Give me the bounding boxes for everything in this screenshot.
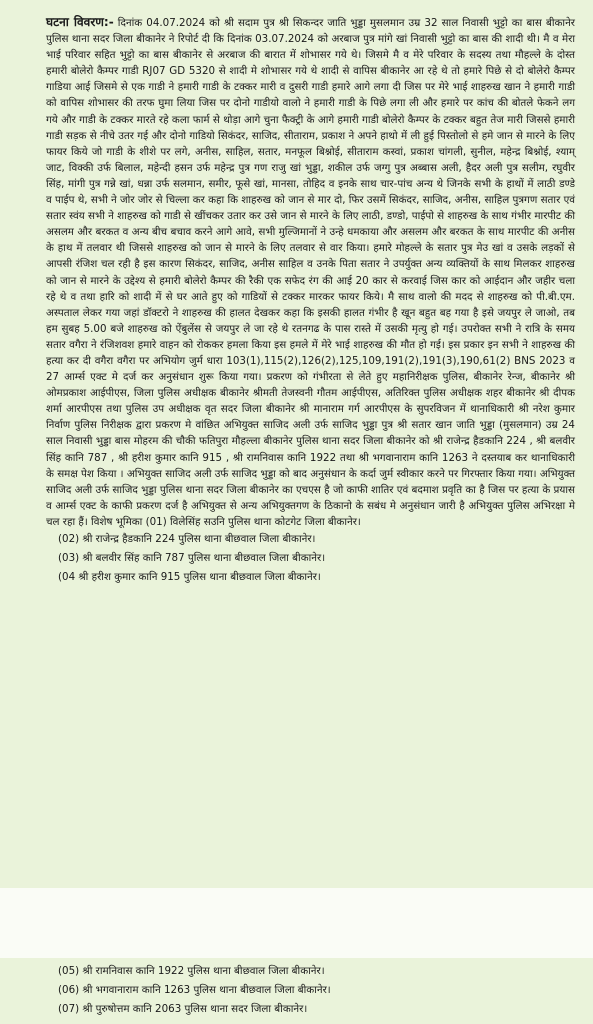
list-item: (07) श्री पुरुषोत्तम कानि 2063 पुलिस थाना सदर जिला बीकानेर। — [58, 1003, 308, 1015]
list-item: (06) श्री भगवानाराम कानि 1263 पुलिस थाना बीछवाल जिला बीकानेर। — [58, 984, 331, 996]
document-page-lower — [0, 958, 593, 1024]
incident-heading: घटना विवरण:- — [46, 15, 114, 29]
page-break — [0, 888, 593, 958]
special-role-list-upper — [0, 530, 593, 587]
list-item: (03) श्री बलवीर सिंह कानि 787 पुलिस थाना बीछवाल जिला बीकानेर। — [58, 552, 326, 564]
incident-paragraph: दिनांक 04.07.2024 को श्री सदाम पुत्र श्री सिकन्दर जाति भुड्डा मुसलमान उम्र 32 साल निवासी भुट्टो का बास बीकानेर पुलिस थाना सदर जिला बीकानेर ने रिपोर्ट दी कि दिनांक 03.07.2024 को अरबाज पुत्र मांगे खां निवासी भुट्टो का बास की शादी थी। मै व मेरा भाई परिवार सहित भुट्टो का बास बीकानेर से अरबाज की बारात में शोभासर गये थे। जिसमे मै व मेरे परिवार के सदस्य तथा मौहल्ले के दोस्त हमारी बोलेरो कैम्पर गाडी RJ07 GD 5320 से शादी मे शोभासर गये थे शादी से वापिस बीकानेर आ रहे थे तो हमारे पिछे से दो बोलेरो कैम्पर गाडिया आई जिसमे से एक गाडी ने हमारी गाडी के टक्कर मारी व दुसरी गाडी हमारे आगे लगा दी जिस पर मेरे भाई शाहरुख खान ने हमारी गाडी को वापिस शोभासर की तरफ घुमा लिया जिस पर दोनो गाडीयो वालो ने हमारी गाडी के पिछे लगा ली और हमारे पर कांच की बोतले फेकने लग गये और गाडी के टक्कर मारते रहे कला फार्म से थोड़ा आगे चुना फैक्ट्री के आगे हमारी गाडी बोलेरो कैम्पर के टक्कर बहुत तेज मारी जिससे हमारी गाडी सड़क से नीचे उतर गई और दोनो गाडियो सिकंदर, साजिद, सीताराम, प्रकाश ने अपने हाथो में ली हुई पिस्तोलो से हमे जान से मारने के लिए फायर किये जो गाडी के शीशे पर लगे, अनीस, साहिल, सतार, मनफूल बिश्नोई, सीताराम कस्वां, प्रकाश चांगली, सुनील, महेन्द्र बिश्नोई, श्याम् जाट, विक्की उर्फ बिलाल, महेन्दी हसन उर्फ महेन्द्र पुत्र गण राजु खां भुड्डा, शकील उर्फ जग्गु पुत्र अब्बास अली, हैदर अली पुत्र सलीम, रघुवीर सिंह, मांगी पुत्र गन्ने खां, धन्ना उर्फ सलमान, समीर, फूसे खां, मानसा, तोहिद व इनके साथ चार-पांच अन्य थे जिनके सभी के हाथों में लाठी डण्डे व पाईप थे, सभी ने जोर जोर से चिल्ला कर कहा कि शाहरुख को जान से मार दो, फिर उसमें सिकंदर, साजिद, अनीस, साहिल पुत्रगण सतार एवं सतार स्वंय सभी ने शाहरुख को गाडी से खींचकर उतार कर उसे जान से मारने के लिए लाठी, डण्डो, पाईपो से शाहरुख के साथ गंभीर मारपीट की असलम और बरकत व अन्य बीच बचाव करने आगे आवे, सभी मुल्जिमानों ने उन्हे धमकाया और असलम और बरकत के साथ मारपीट की अनीस के हाथ में तलवार थी जिससे शाहरुख को जान से मारने के लिए तलवार से वार किया। हमारे मोहल्ले के सतार पुत्र मेउ खां व उसके लड़कों से आपसी रंजिश चल रही है इस कारण सिकंदर, साजिद, अनीस साहिल व उनके पिता सतार ने उपर्युक्त अन्य व्यक्तियों के साथ मिलकर शाहरुख को जान से मारने के उद्देश्य से हमारी बोलेरो कैम्पर की रैकी एक सफेद रंग की आई 20 कार से करवाई जिस कार को आईदान और जहीर चला रहे थे व तथा हारि को शादी में से घर आते हुए को गाडियों से टक्कर मारकर फायर किये। मै साथ वालो की मदद से शाहरुख को पी.बी.एम. अस्पताल लेकर गया जहां डॉक्टरो ने शाहरुख की हालत देखकर कहा कि इसकी हालत गंभीर है खून बहुत बह गया है इसे जयपुर ले जाओ, तब हम सुबह 5.00 बजे शाहरुख को ऐंबुलेंस से जयपुर ले जा रहे थे रतनगढ के पास रास्ते में उसकी मृत्यु हो गई। उपरोक्त सभी ने रात्रि के समय सतार वगैरा ने रंजिशवश हमारे वाहन को रोककर हमला किया इस हमले में मेरे भाई शाहरुख की मौत हो गई। इस प्रकार इन सभी ने शाहरुख की हत्या कर दी वगैरा वगैरा पर अभियोग जुर्म धारा 103(1),115(2),126(2),125,109,191(2),191(3),190,61(2) BNS 2023 व 27 आर्म्स एक्ट मे दर्ज कर अनुसंधान शुरू किया गया। प्रकरण को गंभीरता से लेते हुए महानिरीक्षक पुलिस, बीकानेर रेन्ज, बीकानेर श्री ओमप्रकाश आईपीएस, जिला पुलिस अधीक्षक बीकानेर श्रीमती तेजस्वनी गौतम आईपीएस, अतिरिक्त पुलिस अधीक्षक शहर बीकानेर श्री दीपक शर्मा आरपीएस तथा पुलिस उप अधीक्षक वृत सदर जिला बीकानेर श्री मानाराम गर्ग आरपीएस के सुपरविजन में थानाधिकारी श्री नरेश कुमार निर्वाण पुलिस निरीक्षक द्वारा प्रकरण मे वांछित अभियुक्त साजिद अली उर्फ साजिद भुड्डा पुत्र श्री सतार खान जाति भुड्डा (मुसलमान) उम्र 24 साल निवासी भुड्डा बास मोहरम की चौकी फतिपुरा मौहल्ला बीकानेर पुलिस थाना सदर जिला बीकानेर को श्री राजेन्द्र हैडकानि 224 , श्री बलवीर सिंह कानि 787 , श्री हरीश कुमार कानि 915 , श्री रामनिवास कानि 1922 तथा श्री भगवानाराम कानि 1263 ने दस्तयाब कर थानाधिकारी के समक्ष पेश किया । अभियुक्त साजिद अली उर्फ साजिद भुड्डा को बाद अनुसंधान के कर्दा जुर्म स्वीकार करने पर गिरफ्तार किया गया। अभियुक्त साजिद अली उर्फ साजिद भुड्डा पुलिस थाना सदर जिला बीकानेर का एचएस है जो काफी शातिर एवं बदमाश प्रवृति का है जिस पर हत्या के प्रयास व आर्म्स एक्ट के काफी प्रकरण दर्ज है अभियुक्त से अन्य अभियुक्तगण के ठिकानो के सबंध मे अनुसंधान जारी है अभियुक्त पुलिस अभिरक्षा मे चल रहा हैं। विशेष भूमिका (01) विलेसिंह सउनि पुलिस थाना कोटगेट जिला बीकानेर। — [46, 17, 575, 528]
special-role-list-lower — [0, 962, 593, 1019]
incident-description — [46, 14, 575, 530]
list-item: (04 श्री हरीश कुमार कानि 915 पुलिस थाना बीछवाल जिला बीकानेर। — [58, 571, 321, 583]
list-item: (02) श्री राजेन्द्र हैडकानि 224 पुलिस थाना बीछवाल जिला बीकानेर। — [58, 533, 316, 545]
list-item: (05) श्री रामनिवास कानि 1922 पुलिस थाना बीछवाल जिला बीकानेर। — [58, 965, 325, 977]
